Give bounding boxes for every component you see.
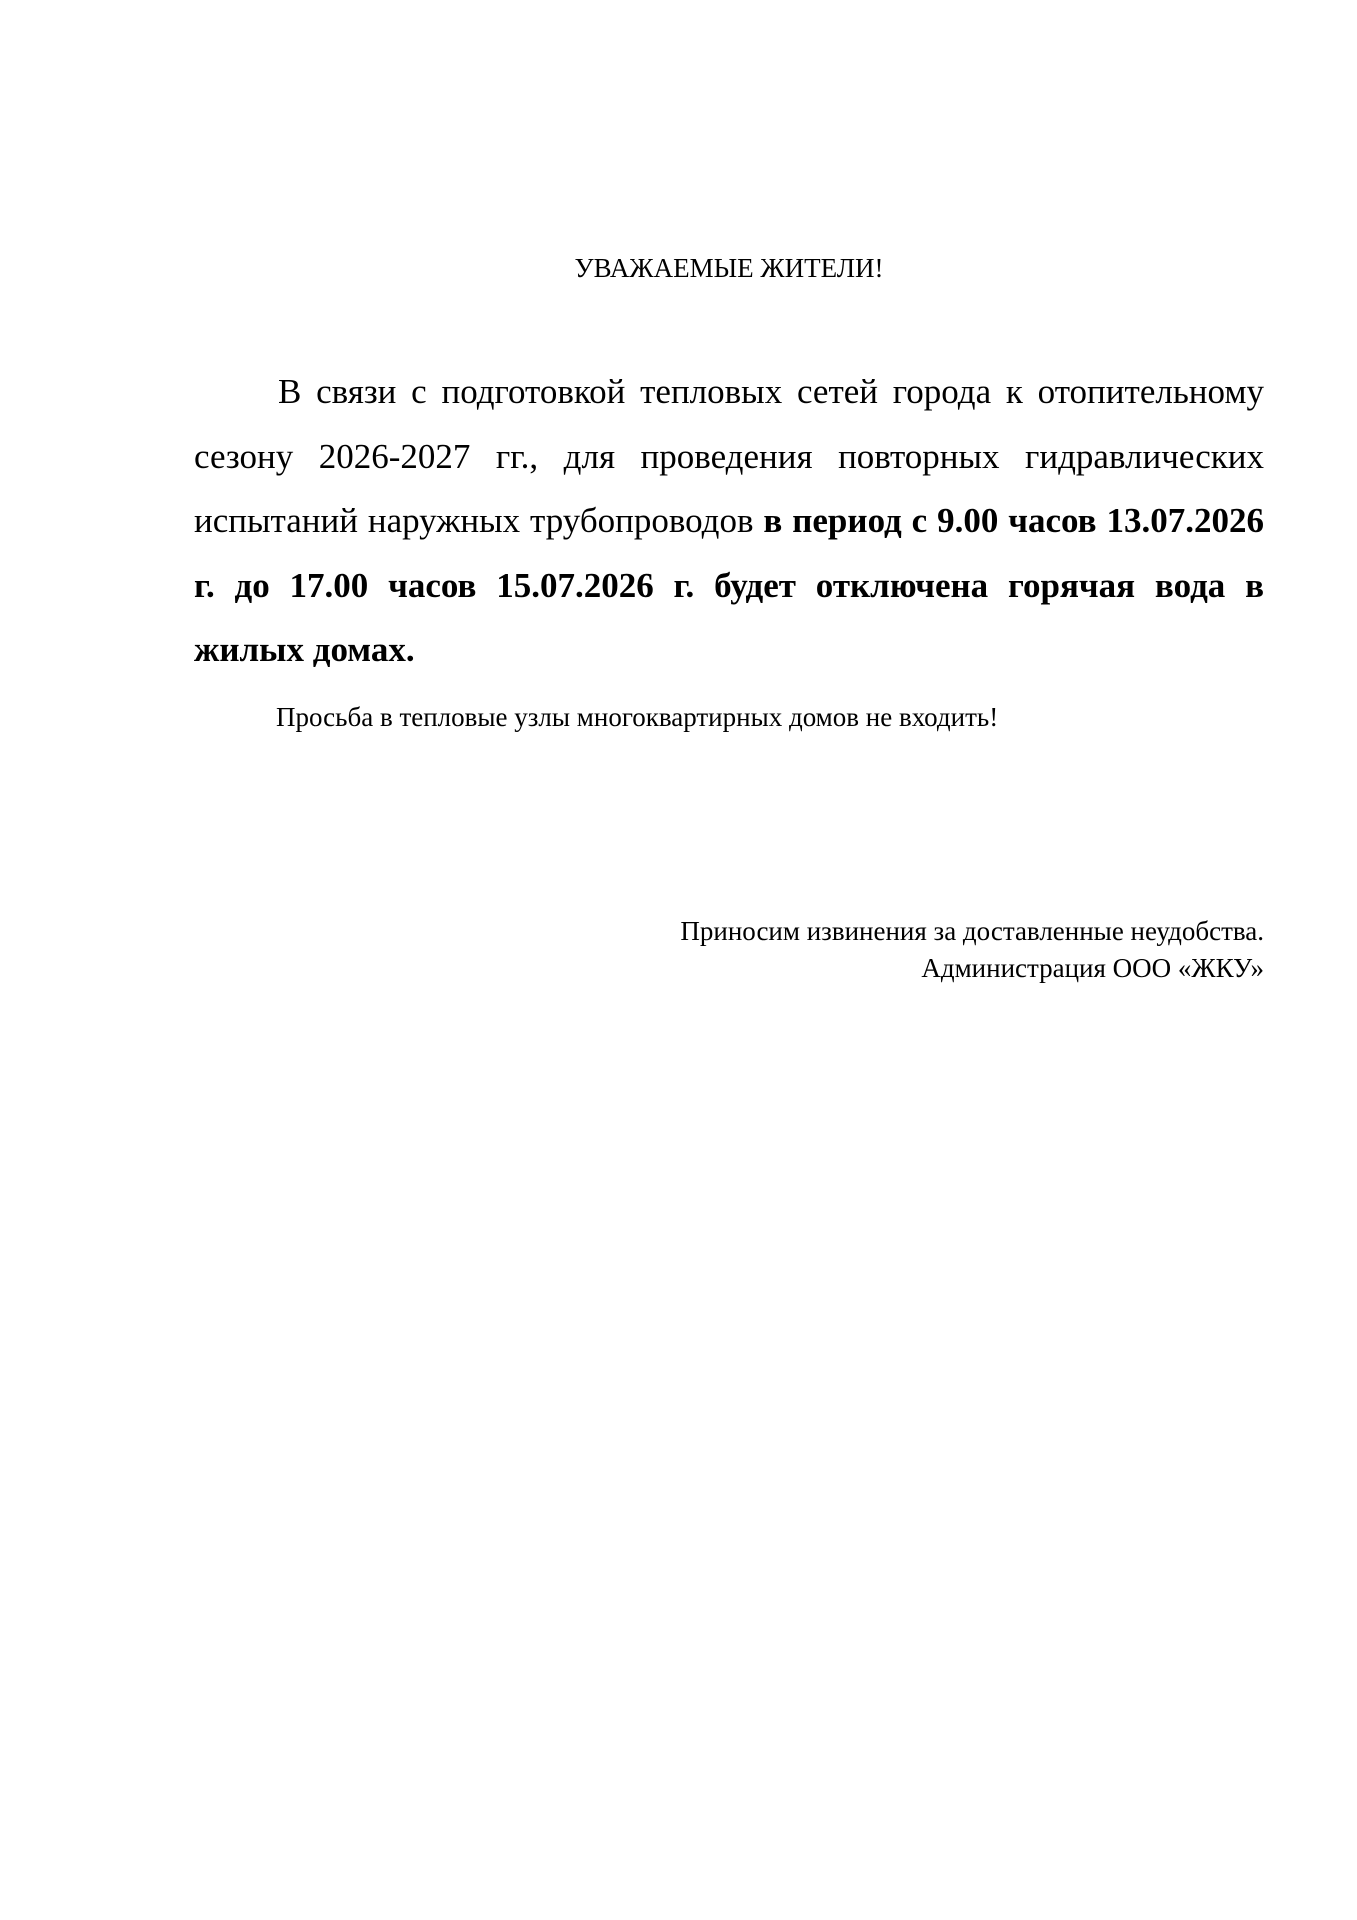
notice-main-paragraph	[194, 360, 1264, 683]
signature-line: Администрация ООО «ЖКУ»	[921, 953, 1264, 983]
notice-closing	[194, 913, 1264, 987]
apology-line: Приносим извинения за доставленные неудобства.	[680, 916, 1264, 946]
notice-request: Просьба в тепловые узлы многоквартирных домов не входить!	[276, 702, 999, 732]
notice-paragraph-regular: В связи с подготовкой тепловых сетей города к отопительному сезону 2026-2027 гг., для проведения повторных гидравлических испытаний наружных трубопроводов	[194, 372, 1264, 540]
notice-paragraph-bold: в период с 9.00 часов 13.07.2026 г. до 17.00 часов 15.07.2026 г. будет отключена горячая вода в жилых домах.	[194, 501, 1264, 669]
notice-heading: УВАЖАЕМЫЕ ЖИТЕЛИ!	[574, 253, 884, 283]
